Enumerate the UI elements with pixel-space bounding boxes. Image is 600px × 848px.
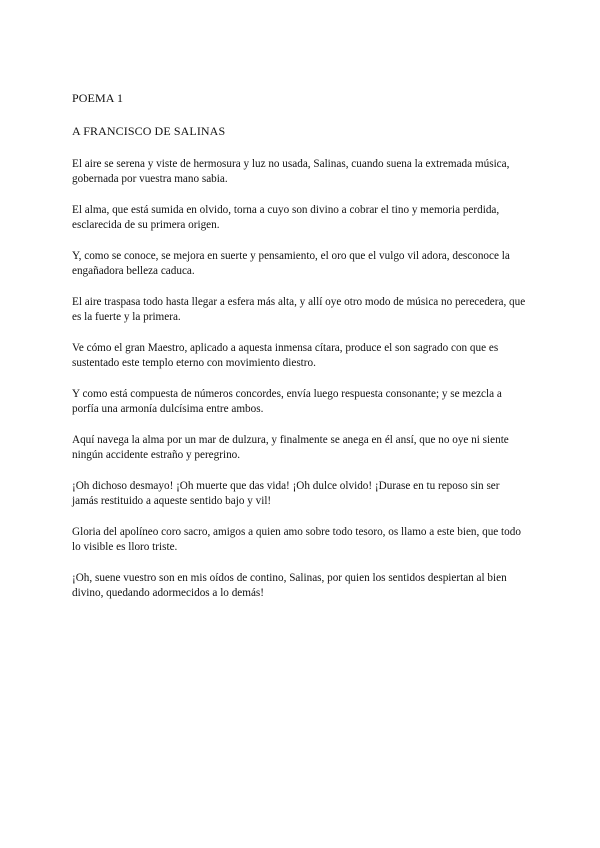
stanza-6: Y como está compuesta de números concordes, envía luego respuesta consonante; y se mezcla a porfía una armonía dulcísima entre ambos.	[72, 388, 502, 415]
stanza-4: El aire traspasa todo hasta llegar a esfera más alta, y allí oye otro modo de música no perecedera, que es la fuerte y la primera.	[72, 296, 526, 323]
document-page	[72, 91, 527, 617]
stanza-5: Ve cómo el gran Maestro, aplicado a aquesta inmensa cítara, produce el son sagrado con que es sustentado este templo eterno con movimiento diestro.	[72, 342, 499, 369]
poem-number-heading: POEMA 1	[72, 91, 124, 105]
stanza-2: El alma, que está sumida en olvido, torna a cuyo son divino a cobrar el tino y memoria perdida, esclarecida de su primera origen.	[72, 204, 500, 231]
stanza-1: El aire se serena y viste de hermosura y luz no usada, Salinas, cuando suena la extremada música, gobernada por vuestra mano sabia.	[72, 158, 510, 185]
stanza-7: Aquí navega la alma por un mar de dulzura, y finalmente se anega en él ansí, que no oye ni siente ningún accidente estraño y peregrino.	[72, 434, 509, 461]
stanza-10: ¡Oh, suene vuestro son en mis oídos de contino, Salinas, por quien los sentidos despiertan al bien divino, quedando adormecidos a lo demás!	[72, 572, 507, 599]
stanza-8: ¡Oh dichoso desmayo! ¡Oh muerte que das vida! ¡Oh dulce olvido! ¡Durase en tu reposo sin ser jamás restituido a aqueste sentido bajo y vil!	[72, 480, 500, 507]
stanza-9: Gloria del apolíneo coro sacro, amigos a quien amo sobre todo tesoro, os llamo a este bien, que todo lo visible es lloro triste.	[72, 526, 521, 553]
stanza-3: Y, como se conoce, se mejora en suerte y pensamiento, el oro que el vulgo vil adora, desconoce la engañadora belleza caduca.	[72, 250, 510, 277]
poem-title: A FRANCISCO DE SALINAS	[72, 124, 226, 138]
